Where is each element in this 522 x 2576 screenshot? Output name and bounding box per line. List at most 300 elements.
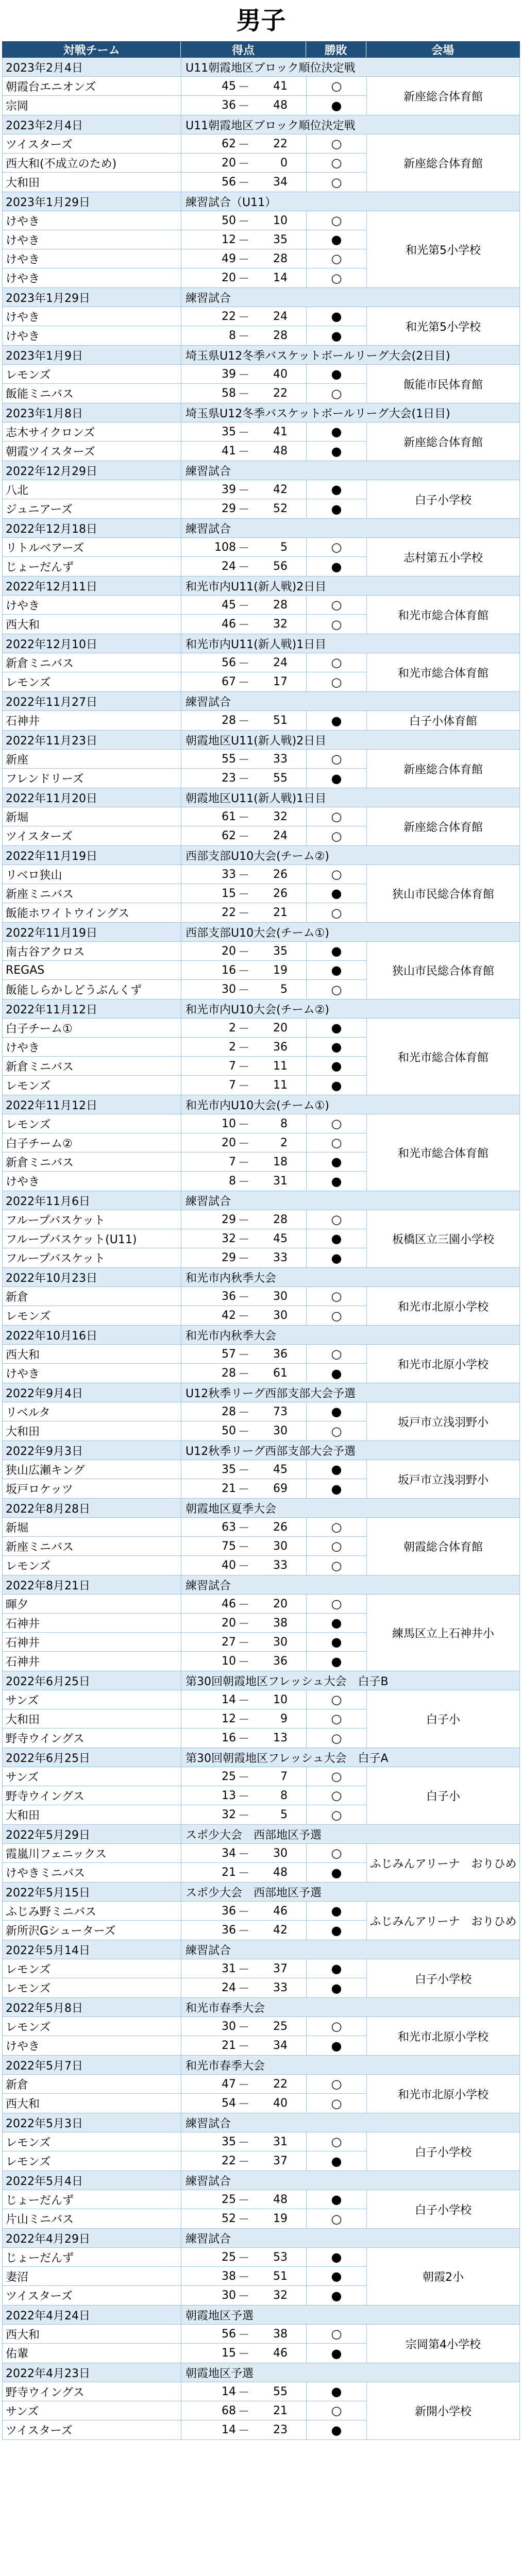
match-row [3,326,367,345]
competition-name: 和光市内秋季大会 [186,1329,277,1343]
section-header [2,115,520,134]
opponent-team: ツイスターズ [3,2420,181,2439]
match-row [3,1633,367,1652]
opponent-team: REGAS [3,961,181,979]
opponent-team: 宗岡 [3,96,181,115]
opponent-team: レモンズ [3,1076,181,1095]
match-date: 2022年5月4日 [3,2171,181,2190]
score-cell [181,2267,307,2285]
competition-name: 朝霞地区U11(新人戦)2日目 [186,734,327,748]
opponent-team: けやき [3,268,181,287]
own-score: 45 [222,598,236,612]
result-mark: ● [307,230,367,249]
score-separator: － [238,1617,249,1631]
match-date: 2022年10月16日 [3,1326,181,1344]
score-cell [181,2344,307,2363]
match-row [3,2132,367,2151]
competition-name: 練習試合 [186,1195,231,1208]
result-mark: ● [307,365,367,383]
section-body [2,807,520,846]
own-score: 20 [222,272,236,284]
result-mark: ● [307,1959,367,1978]
score-cell [181,230,307,249]
opponent-team: けやき [3,326,181,345]
match-rows [3,1959,367,1997]
match-row [3,2190,367,2209]
match-date: 2022年11月6日 [3,1191,181,1210]
score-cell [181,77,307,95]
match-row [3,1172,367,1191]
match-rows [3,134,367,192]
own-score: 56 [222,176,236,189]
own-score: 12 [222,1712,236,1725]
own-score: 20 [222,1616,236,1630]
competition-name: 和光市内U10大会(チーム①) [186,1099,329,1112]
opponent-team: ツイスターズ [3,134,181,153]
section-header [2,788,520,807]
score-separator: － [238,2348,249,2361]
score-cell [181,2017,307,2036]
opponent-team: サンズ [3,2401,181,2420]
opponent-team: けやき [3,596,181,614]
venue-name: 和光市北原小学校 [397,1358,489,1371]
match-row [3,903,367,922]
match-date: 2023年2月4日 [3,115,181,134]
score-cell [181,1153,307,1171]
score-separator: － [238,1291,249,1304]
venue-name: 新開小学校 [414,2405,472,2418]
score-cell [181,1633,307,1651]
score-separator: － [238,1809,249,1822]
match-row [3,365,367,384]
section-header [2,1326,520,1345]
score-cell [181,1902,307,1920]
match-row [3,2344,367,2363]
opponent-score: 26 [273,868,288,881]
score-separator: － [238,1560,249,1573]
match-rows [3,1114,367,1191]
score-separator: － [238,2425,249,2437]
result-mark: ○ [307,865,367,884]
opponent-score: 20 [273,1021,288,1035]
section-header [2,1095,520,1114]
result-mark: ● [307,1153,367,1171]
opponent-team: レモンズ [3,1114,181,1133]
score-separator: － [238,1156,249,1170]
match-row [3,1153,367,1172]
match-date: 2022年5月3日 [3,2113,181,2132]
section-body [2,1210,520,1268]
score-separator: － [238,1521,249,1535]
score-cell [181,1556,307,1575]
score-cell [181,750,307,768]
result-mark: ● [307,1479,367,1498]
opponent-score: 32 [273,618,288,631]
result-mark: ○ [307,2017,367,2036]
own-score: 25 [222,2250,236,2264]
score-cell [181,2075,307,2093]
section-header [2,461,520,480]
opponent-team: じょーだんず [3,557,181,576]
match-date: 2022年12月11日 [3,577,181,595]
opponent-score: 53 [273,2250,288,2264]
score-cell [181,1709,307,1728]
match-rows [3,2075,367,2113]
opponent-score: 34 [273,2039,288,2052]
venue-name: 和光市総合体育館 [397,1051,489,1064]
match-rows [3,2248,367,2305]
opponent-team: けやきミニバス [3,1863,181,1882]
competition-name: 練習試合 [186,292,231,305]
venue-name: 和光市北原小学校 [397,2030,489,2044]
own-score: 52 [222,2212,236,2225]
opponent-score: 45 [273,1463,288,1476]
competition-name: 朝霞地区予選 [186,2309,254,2323]
match-date: 2022年11月12日 [3,1095,181,1114]
score-separator: － [238,1214,249,1227]
score-cell [181,596,307,614]
score-cell [181,1076,307,1095]
opponent-team: ツイスターズ [3,2286,181,2305]
competition-name: 練習試合 [186,522,231,536]
section-body [2,1345,520,1383]
venue-name: 坂戸市立浅羽野小 [397,1473,489,1487]
opponent-score: 40 [273,2097,288,2110]
opponent-score: 17 [273,675,288,688]
result-mark: ○ [307,2209,367,2228]
section-body [2,538,520,577]
competition-name: 西部支部U10大会(チーム①) [186,926,329,940]
score-cell [181,1133,307,1152]
match-rows [3,1595,367,1671]
score-separator: － [238,831,249,843]
score-separator: － [238,1041,249,1055]
opponent-team: レモンズ [3,2132,181,2151]
competition-name: 和光市内U10大会(チーム②) [186,1003,329,1016]
opponent-team: 西大和 [3,615,181,634]
opponent-team: けやき [3,1172,181,1191]
opponent-score: 26 [273,1520,288,1534]
opponent-team: じょーだんず [3,2190,181,2209]
match-row [3,807,367,826]
result-mark: ○ [307,1728,367,1748]
opponent-team: 飯能しらかしどうぶんくず [3,980,181,999]
section-header [2,2113,520,2132]
result-mark: ● [307,1460,367,1479]
match-date: 2022年8月28日 [3,1499,181,1517]
opponent-score: 42 [273,1924,288,1937]
competition-name: 練習試合（U11） [186,196,277,209]
opponent-team: 片山ミニバス [3,2209,181,2228]
opponent-team: レモンズ [3,1959,181,1978]
match-rows [3,750,367,788]
score-separator: － [238,1656,249,1669]
own-score: 67 [222,675,236,688]
match-row [3,2420,367,2439]
match-rows [3,2017,367,2055]
match-row [3,2036,367,2055]
result-mark: ○ [307,538,367,556]
opponent-score: 55 [273,2385,288,2398]
match-date: 2022年12月10日 [3,634,181,653]
result-mark: ○ [307,903,367,922]
score-separator: － [238,599,249,613]
section-header [2,519,520,538]
opponent-score: 37 [273,2155,288,2167]
competition-name: 和光市春季大会 [186,2059,265,2073]
own-score: 14 [222,2424,236,2436]
section-header [2,1998,520,2017]
result-mark: ● [307,1172,367,1191]
match-row [3,480,367,499]
match-row [3,1306,367,1325]
score-separator: － [238,1022,249,1036]
competition-name: 埼玉県U12冬季バスケットボールリーグ大会(2日目) [186,349,450,363]
opponent-score: 5 [280,983,288,996]
result-mark: ● [307,557,367,576]
opponent-team: 野寺ウイングス [3,1786,181,1805]
score-cell [181,1479,307,1498]
own-score: 54 [222,2097,236,2110]
score-cell [181,384,307,403]
match-row [3,1421,367,1440]
score-cell [181,1518,307,1536]
match-row [3,1709,367,1728]
own-score: 16 [222,963,236,977]
match-row [3,2325,367,2344]
own-score: 39 [222,483,236,496]
score-cell [181,211,307,230]
score-cell [181,538,307,556]
opponent-team: 妻沼 [3,2267,181,2285]
match-date: 2023年2月4日 [3,58,181,76]
score-separator: － [238,503,249,516]
opponent-score: 33 [273,1251,288,1264]
match-date: 2022年11月20日 [3,788,181,807]
match-rows [3,942,367,999]
competition-name: 和光市内U11(新人戦)2日目 [186,580,327,594]
section-header [2,1268,520,1287]
opponent-team: けやき [3,307,181,326]
score-cell [181,2209,307,2228]
opponent-team: 新堀 [3,1518,181,1536]
own-score: 42 [222,1309,236,1322]
score-cell [181,884,307,903]
score-cell [181,1364,307,1383]
score-separator: － [238,1060,249,1074]
result-mark: ● [307,2382,367,2401]
opponent-team: 石神井 [3,711,181,730]
own-score: 21 [222,1866,236,1879]
opponent-score: 48 [273,1866,288,1879]
opponent-score: 7 [280,1770,288,1783]
own-score: 22 [222,2155,236,2167]
venue-name: 和光市北原小学校 [397,2088,489,2102]
opponent-team: レモンズ [3,672,181,691]
own-score: 47 [222,2077,236,2091]
match-row [3,96,367,115]
own-score: 50 [222,1425,236,1437]
score-separator: － [238,426,249,439]
result-mark: ○ [307,268,367,287]
score-separator: － [238,388,249,401]
venue-name: 飯能市民体育館 [403,378,483,392]
own-score: 32 [222,1232,236,1245]
own-score: 10 [222,1655,236,1668]
header-result: 勝敗 [306,42,366,57]
score-separator: － [238,715,249,728]
section-body [2,211,520,288]
match-row [3,211,367,230]
section-body [2,1690,520,1748]
score-separator: － [238,1080,249,1093]
opponent-team: 西大和(不成立のため) [3,154,181,172]
header-venue: 会場 [431,44,454,57]
match-row [3,2248,367,2267]
score-cell [181,1690,307,1709]
score-separator: － [238,1426,249,1438]
opponent-score: 34 [273,176,288,189]
venue-name: 新座総合体育館 [403,763,483,776]
opponent-score: 0 [280,156,288,170]
match-row [3,422,367,442]
own-score: 40 [222,1559,236,1572]
own-score: 21 [222,1482,236,1495]
opponent-team: レモンズ [3,365,181,383]
score-separator: － [238,1925,249,1938]
score-separator: － [238,2251,249,2265]
opponent-score: 2 [280,1136,288,1149]
opponent-team: ジュニアーズ [3,499,181,518]
score-separator: － [238,446,249,459]
match-row [3,1057,367,1076]
score-separator: － [238,1598,249,1612]
match-row [3,1248,367,1267]
section-header [2,2171,520,2190]
section-header [2,403,520,422]
section-body [2,1844,520,1883]
opponent-team: 大和田 [3,1421,181,1440]
match-row [3,307,367,326]
match-rows [3,807,367,845]
own-score: 21 [222,2039,236,2052]
own-score: 108 [214,540,236,554]
opponent-team: ふじみ野ミニバス [3,1902,181,1920]
result-mark: ○ [307,2132,367,2151]
venue-name: 朝霞2小 [423,2271,464,2284]
match-row [3,1556,367,1575]
match-date: 2023年1月29日 [3,288,181,307]
score-cell [181,807,307,826]
score-separator: － [238,138,249,151]
score-separator: － [238,273,249,285]
opponent-team: けやき [3,1364,181,1383]
score-separator: － [238,157,249,171]
own-score: 14 [222,2385,236,2398]
score-cell [181,1595,307,1613]
opponent-score: 30 [273,1290,288,1303]
score-separator: － [238,2021,249,2034]
score-cell [181,96,307,115]
opponent-score: 22 [273,2077,288,2091]
own-score: 29 [222,1251,236,1264]
score-cell [181,672,307,691]
result-mark: ● [307,307,367,326]
score-cell [181,2325,307,2343]
match-row [3,1863,367,1882]
match-row [3,672,367,691]
own-score: 46 [222,618,236,631]
opponent-score: 46 [273,2347,288,2360]
result-mark: ○ [307,1345,367,1363]
match-row [3,1690,367,1709]
match-date: 2022年6月25日 [3,1748,181,1767]
opponent-score: 73 [273,1405,288,1418]
score-separator: － [238,2156,249,2168]
score-cell [181,1614,307,1632]
opponent-score: 21 [273,906,288,919]
match-date: 2022年9月4日 [3,1383,181,1402]
opponent-score: 30 [273,1846,288,1860]
opponent-score: 33 [273,752,288,766]
score-separator: － [238,1137,249,1150]
opponent-score: 32 [273,810,288,823]
match-date: 2022年5月15日 [3,1883,181,1901]
section-header [2,1883,520,1902]
opponent-score: 11 [273,1059,288,1073]
own-score: 36 [222,1904,236,1918]
opponent-score: 36 [273,1655,288,1668]
match-row [3,1229,367,1248]
score-separator: － [238,984,249,997]
score-separator: － [238,2078,249,2092]
competition-name: 練習試合 [186,2232,231,2246]
score-separator: － [238,619,249,632]
own-score: 49 [222,252,236,265]
score-cell [181,173,307,192]
venue-name: 白子小体育館 [409,715,477,728]
match-date: 2022年11月19日 [3,846,181,865]
opponent-team: けやき [3,1038,181,1056]
opponent-score: 14 [273,272,288,284]
opponent-score: 28 [273,1213,288,1226]
match-row [3,2267,367,2286]
result-mark: ○ [307,77,367,95]
match-row [3,1210,367,1229]
score-cell [181,1306,307,1325]
opponent-score: 28 [273,598,288,612]
opponent-score: 13 [273,1732,288,1744]
result-mark: ○ [307,1786,367,1805]
section-header [2,731,520,750]
section-body [2,307,520,346]
score-cell [181,711,307,730]
match-row [3,154,367,173]
match-rows [3,2382,367,2439]
score-cell [181,2420,307,2439]
match-row [3,961,367,980]
own-score: 36 [222,99,236,112]
result-mark: ● [307,1057,367,1075]
match-rows [3,711,367,730]
score-separator: － [238,2270,249,2284]
competition-name: 練習試合 [186,2175,231,2188]
opponent-team: 南古谷アクロス [3,942,181,960]
score-cell [181,2190,307,2209]
competition-name: 朝霞地区予選 [186,2367,254,2380]
score-cell [181,2286,307,2305]
section-header [2,577,520,596]
